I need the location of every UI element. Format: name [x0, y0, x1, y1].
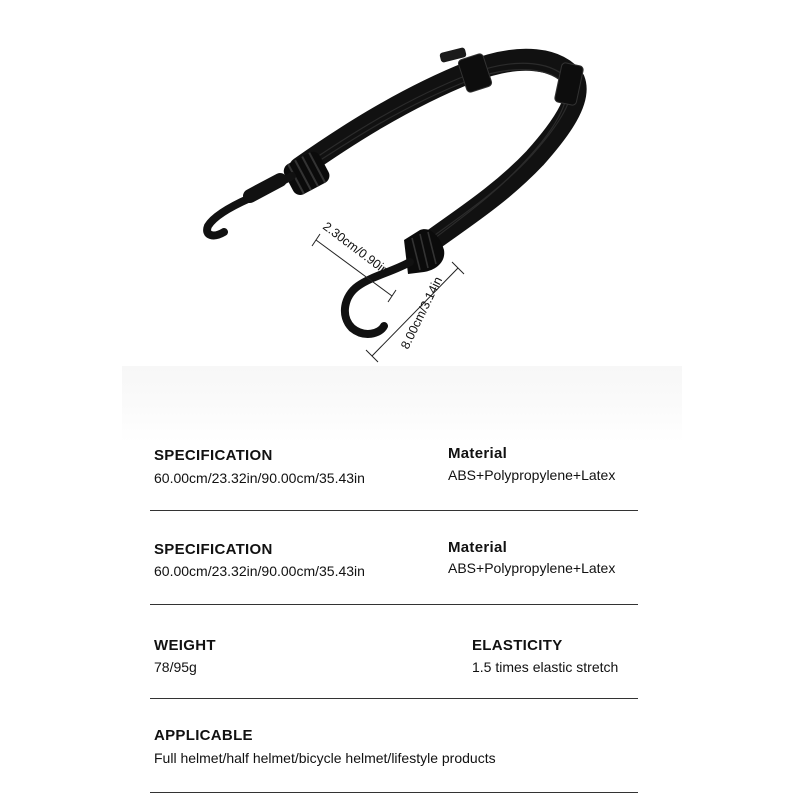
divider — [150, 698, 638, 699]
spec-value: 60.00cm/23.32in/90.00cm/35.43in — [154, 563, 365, 579]
spec-row-3 — [150, 635, 638, 705]
spec-row-4 — [150, 726, 638, 796]
spec-value: 60.00cm/23.32in/90.00cm/35.43in — [154, 470, 365, 486]
material-value: ABS+Polypropylene+Latex — [448, 560, 616, 576]
applicable-title: APPLICABLE — [154, 727, 253, 744]
material-title: Material — [448, 445, 508, 462]
dimension-width-label: 2.30cm/0.90in — [320, 219, 392, 278]
material-title: Material — [448, 539, 508, 556]
weight-title: WEIGHT — [154, 637, 216, 654]
dimension-length-label: 8.00cm/3.14in — [398, 274, 446, 352]
divider — [150, 604, 638, 605]
elasticity-title: ELASTICITY — [472, 637, 563, 654]
spec-row-2 — [150, 538, 638, 608]
elasticity-value: 1.5 times elastic stretch — [472, 659, 619, 675]
material-value: ABS+Polypropylene+Latex — [448, 467, 616, 483]
weight-value: 78/95g — [154, 659, 197, 675]
spec-title: SPECIFICATION — [154, 447, 273, 464]
spec-row-1 — [150, 444, 638, 514]
applicable-value: Full helmet/half helmet/bicycle helmet/lifestyle products — [154, 750, 496, 766]
divider — [150, 510, 638, 511]
divider — [150, 792, 638, 793]
spec-title: SPECIFICATION — [154, 541, 273, 558]
